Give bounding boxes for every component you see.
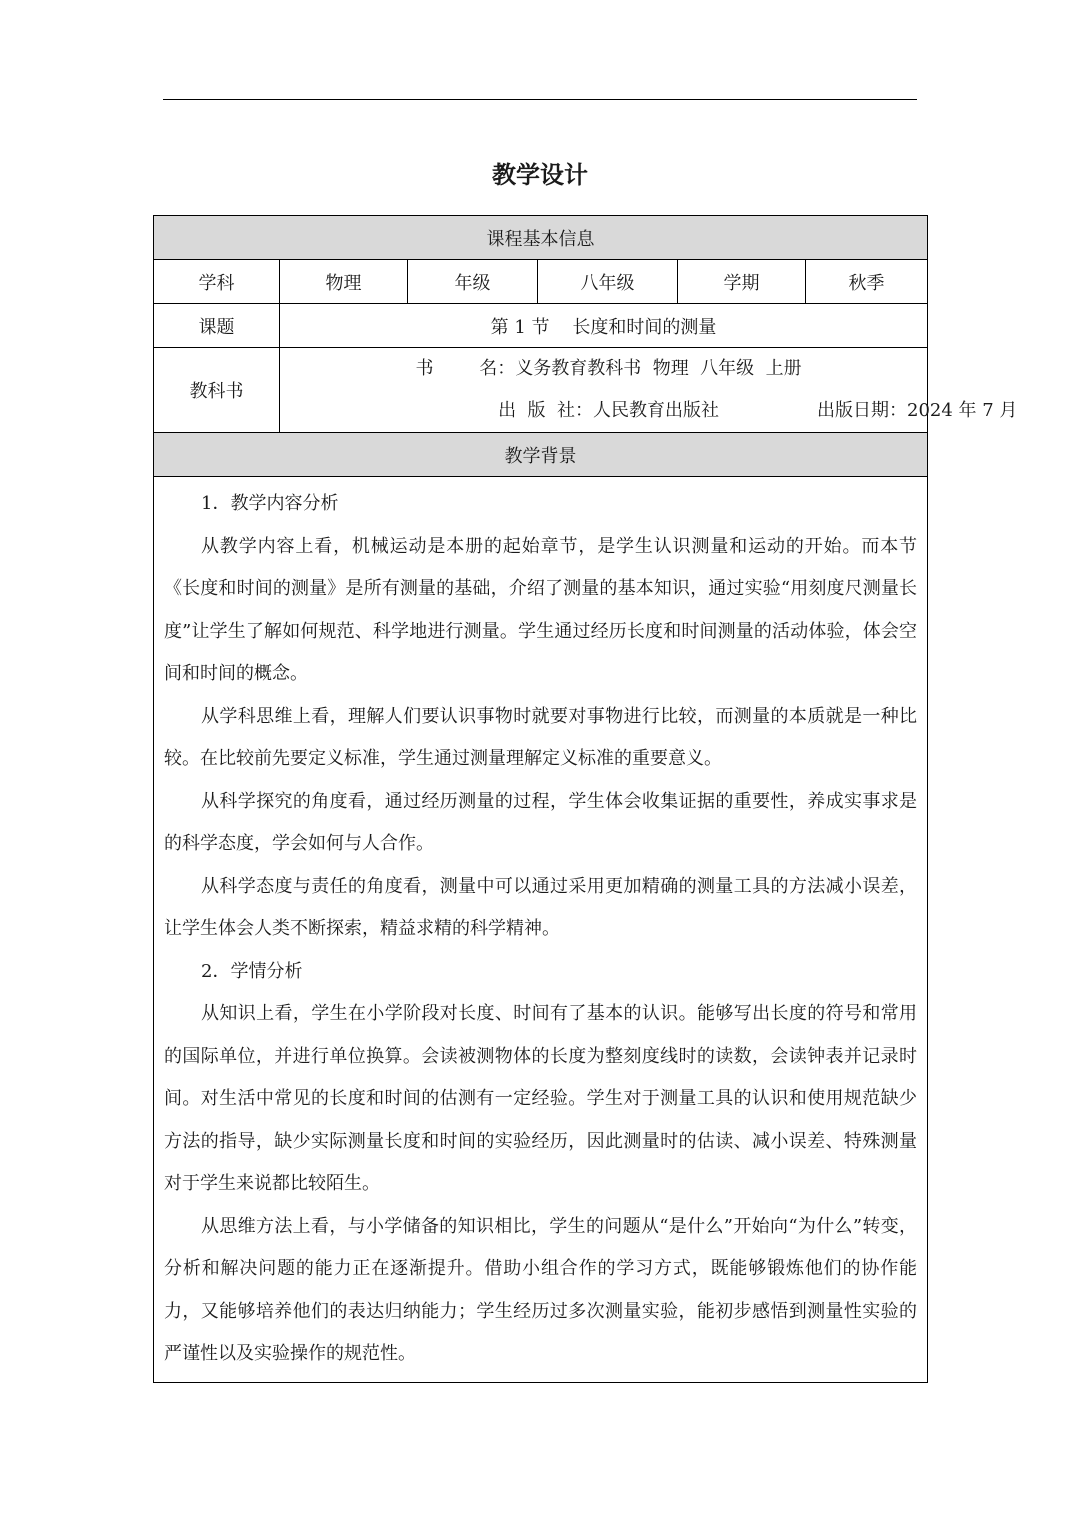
subject-label: 学科	[154, 260, 280, 304]
lesson-value: 第 1 节 长度和时间的测量	[280, 304, 928, 348]
term-label: 学期	[678, 260, 806, 304]
textbook-name-label: 书 名：	[415, 358, 516, 379]
textbook-publisher-line	[290, 390, 1018, 432]
paragraph: 从知识上看，学生在小学阶段对长度、时间有了基本的认识。能够写出长度的符号和常用的国际单位，并进行单位换算。会读被测物体的长度为整刻度线时的读数，会读钟表并记录时间。对生活中常见的长度和时间的估测有一定经验。学生对于测量工具的认识和使用规范缺少方法的指导，缺少实际测量长度和时间的实验经历，因此测量时的估读、减小误差、特殊测量对于学生来说都比较陌生。	[164, 1003, 918, 1194]
textbook-name-value: 义务教育教科书 物理 八年级 上册	[515, 358, 802, 379]
grade-label: 年级	[408, 260, 538, 304]
publish-date	[817, 390, 1017, 432]
publish-date-value: 2024 年 7 月	[907, 400, 1018, 421]
paragraph: 从科学态度与责任的角度看，测量中可以通过采用更加精确的测量工具的方法减小误差，让学生体会人类不断探索，精益求精的科学精神。	[164, 875, 918, 939]
lesson-plan-table	[153, 215, 1018, 1383]
textbook-name-line	[290, 348, 927, 390]
publisher-label: 出 版 社：	[498, 400, 593, 421]
header-rule	[163, 99, 917, 100]
heading-student-analysis: 2．学情分析	[201, 960, 303, 982]
grade-value: 八年级	[538, 260, 678, 304]
textbook-details	[280, 348, 1018, 433]
paragraph: 从学科思维上看，理解人们要认识事物时就要对事物进行比较，而测量的本质就是一种比较。在比较前先要定义标准，学生通过测量理解定义标准的重要意义。	[164, 705, 918, 769]
section-header-basic-info: 课程基本信息	[154, 216, 928, 260]
paragraph: 从教学内容上看，机械运动是本册的起始章节，是学生认识测量和运动的开始。而本节《长度和时间的测量》是所有测量的基础，介绍了测量的基本知识，通过实验“用刻度尺测量长度”让学生了解如何规范、科学地进行测量。学生通过经历长度和时间测量的活动体验，体会空间和时间的概念。	[164, 535, 918, 684]
paragraph: 从科学探究的角度看，通过经历测量的过程，学生体会收集证据的重要性，养成实事求是的科学态度，学会如何与人合作。	[164, 790, 918, 854]
subject-value: 物理	[280, 260, 408, 304]
page-title: 教学设计	[492, 161, 588, 189]
lesson-label: 课题	[154, 304, 280, 348]
textbook-label: 教科书	[154, 348, 280, 433]
heading-content-analysis: 1．教学内容分析	[201, 493, 339, 514]
paragraph: 从思维方法上看，与小学储备的知识相比，学生的问题从“是什么”开始向“为什么”转变，分析和解决问题的能力正在逐渐提升。借助小组合作的学习方式，既能够锻炼他们的协作能力，又能够培养他们的表达归纳能力；学生经历过多次测量实验，能初步感悟到测量性实验的严谨性以及实验操作的规范性。	[164, 1215, 918, 1364]
publisher-value: 人民教育出版社	[592, 400, 719, 421]
publish-date-label: 出版日期：	[817, 400, 907, 421]
background-content	[154, 477, 928, 1383]
term-value: 秋季	[806, 260, 928, 304]
section-header-background: 教学背景	[154, 433, 928, 477]
